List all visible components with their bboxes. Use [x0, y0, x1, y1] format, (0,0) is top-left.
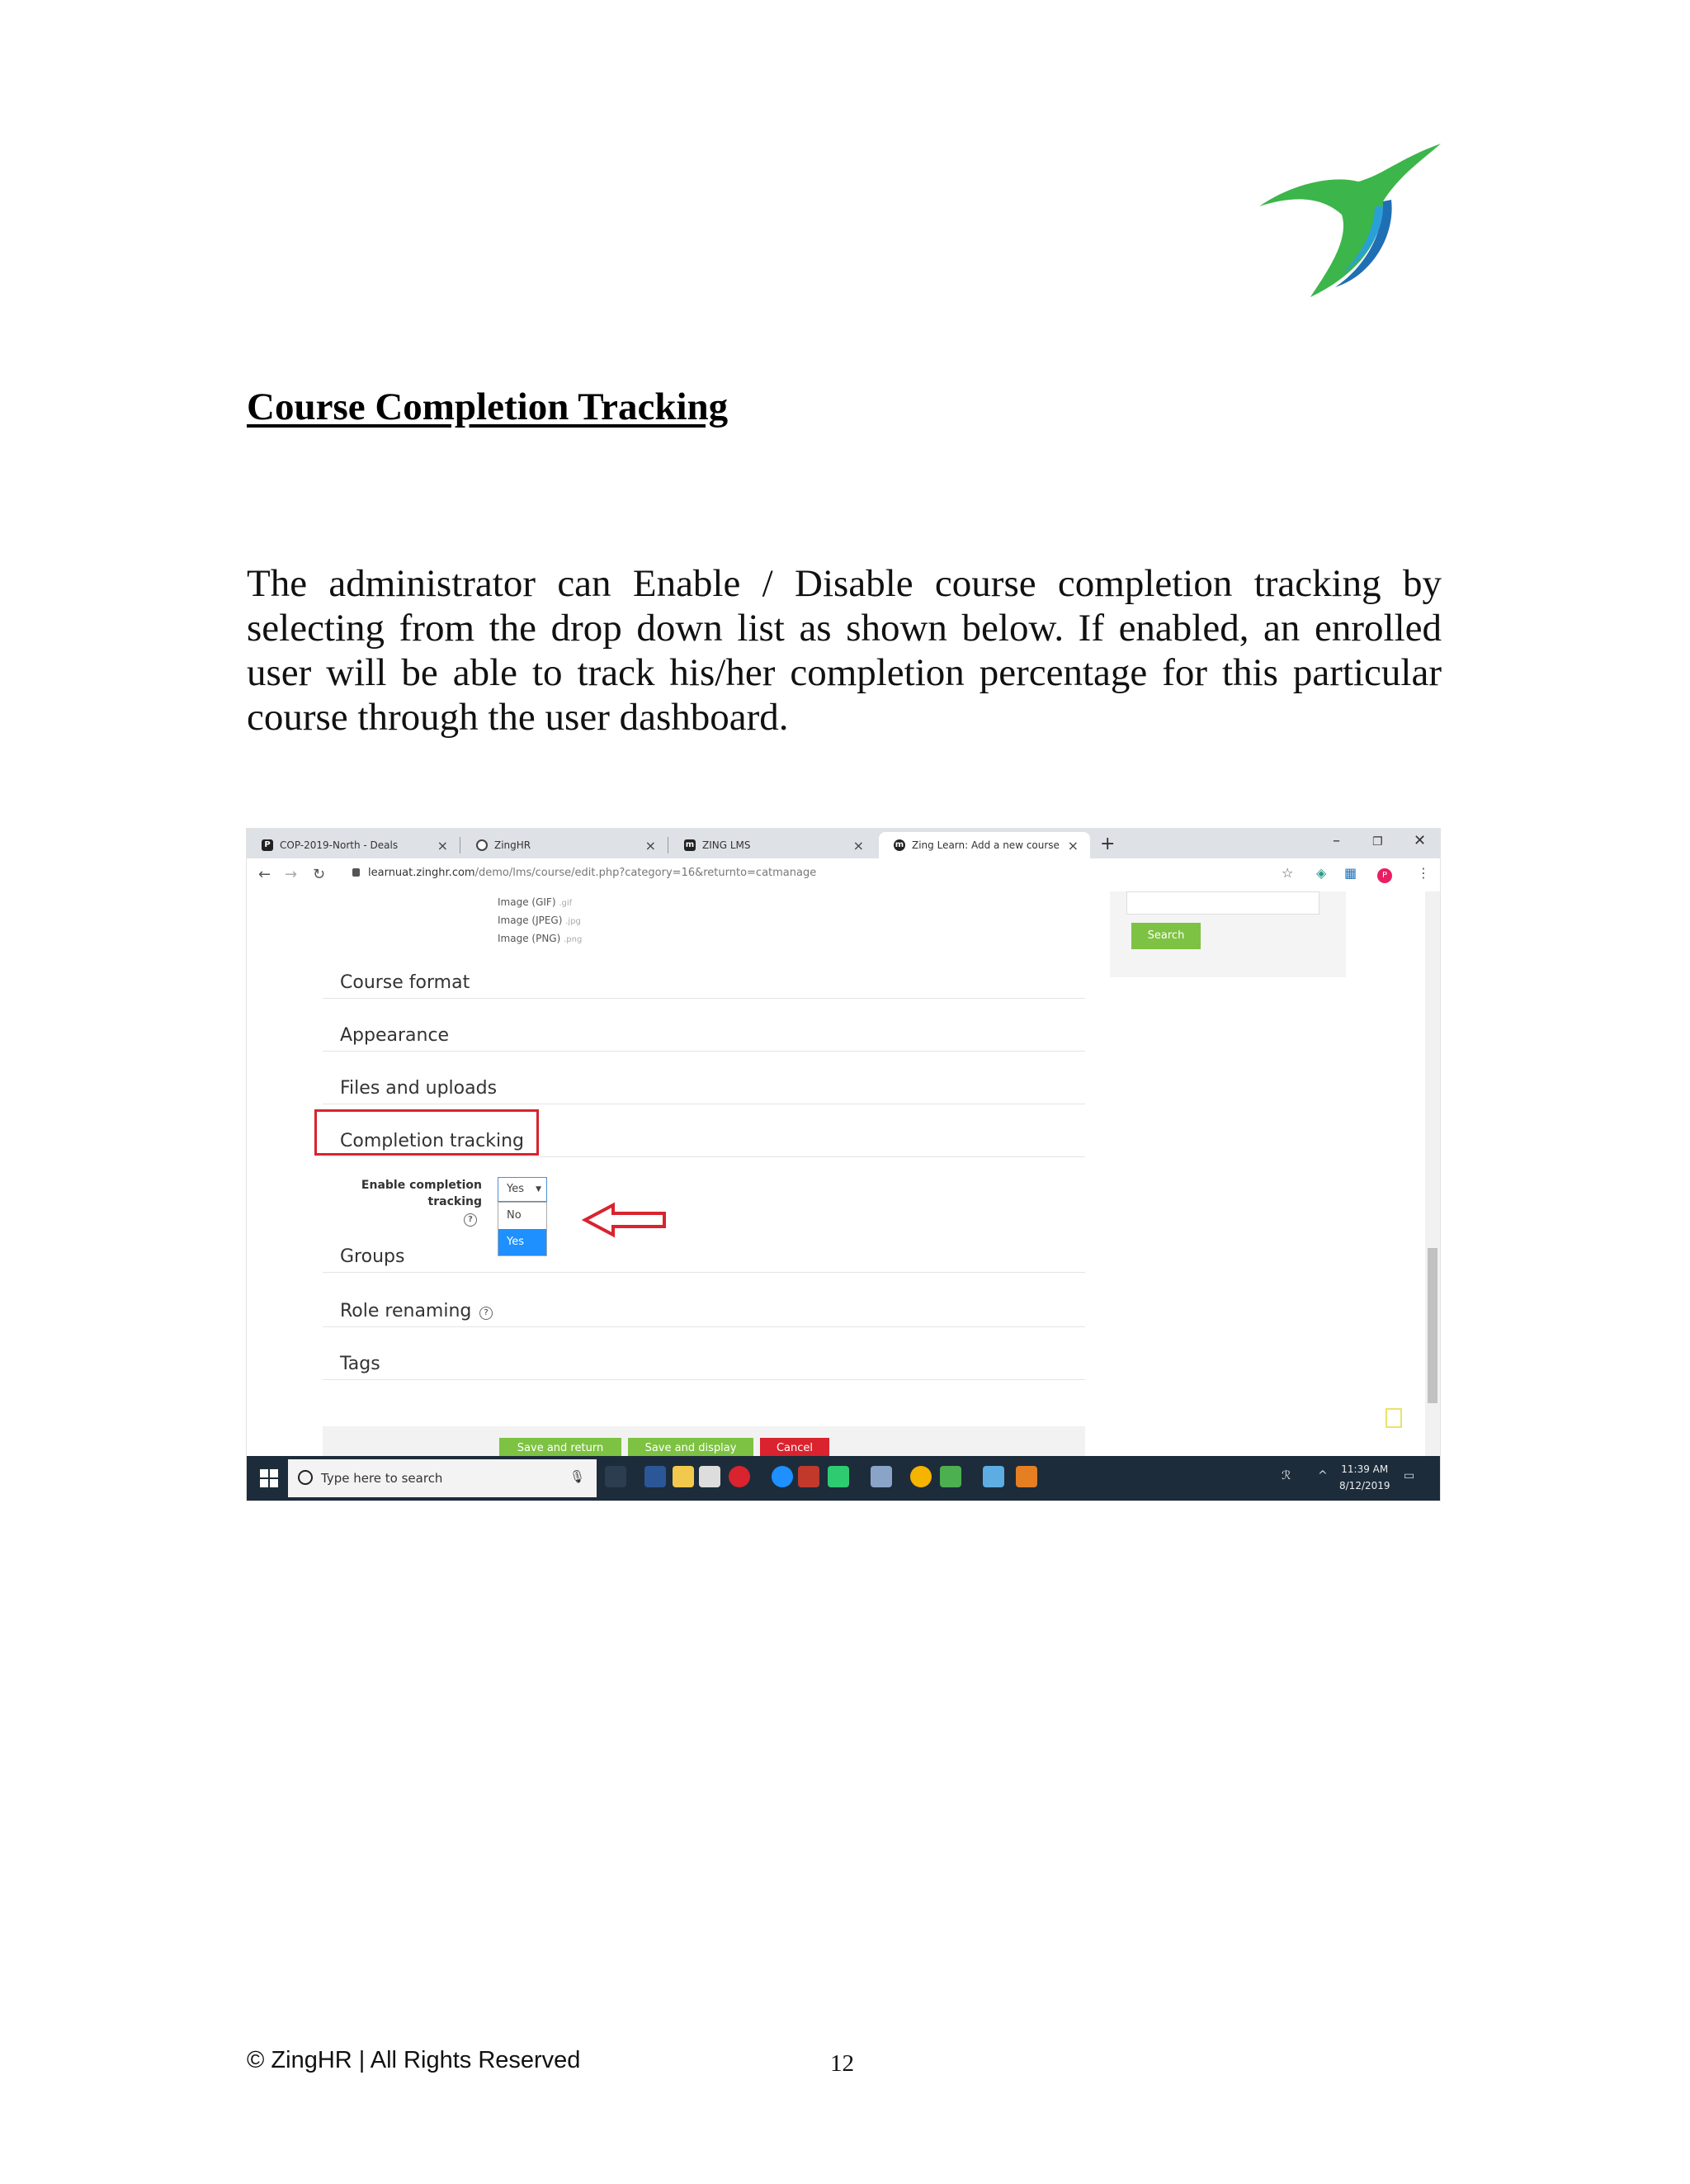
- document-paragraph: The administrator can Enable / Disable course completion tracking by selecting from the drop down list as shown below. If enabled, an enrolled user will be able to track his/her completion percentage for this particular course through the user dashboard.: [247, 562, 1442, 739]
- lock-icon: [352, 868, 360, 877]
- browser-tab-2[interactable]: [461, 832, 668, 858]
- browser-tab-1[interactable]: [247, 832, 460, 858]
- opera-icon[interactable]: [729, 1466, 750, 1487]
- extension-icon-2[interactable]: ▦: [1344, 865, 1357, 881]
- option-no[interactable]: No: [507, 1209, 522, 1222]
- tab-label: ZING LMS: [702, 839, 751, 851]
- option-yes[interactable]: Yes: [498, 1229, 546, 1255]
- window-close-icon[interactable]: ✕: [1414, 832, 1427, 849]
- page-scrollbar[interactable]: [1425, 891, 1440, 1456]
- powerpoint-icon[interactable]: [1016, 1466, 1037, 1487]
- completion-field-label: Enable completion tracking ?: [342, 1177, 482, 1227]
- tab-label: ZingHR: [494, 839, 531, 851]
- cortana-icon: [298, 1470, 313, 1485]
- save-and-display-button[interactable]: Save and display: [628, 1438, 753, 1456]
- bookmark-star-icon[interactable]: ☆: [1282, 865, 1294, 881]
- embedded-screenshot: [247, 829, 1440, 1501]
- m-favicon-icon: m: [685, 840, 695, 849]
- sheets-icon[interactable]: [828, 1466, 849, 1487]
- restore-icon[interactable]: ❐: [1372, 835, 1383, 849]
- url-field[interactable]: [352, 867, 816, 879]
- word-icon[interactable]: [644, 1466, 666, 1487]
- section-course-format[interactable]: Course format: [323, 946, 1085, 999]
- new-tab-icon[interactable]: +: [1100, 834, 1116, 854]
- page-content: [247, 891, 1425, 1456]
- section-groups[interactable]: Groups: [323, 1220, 1085, 1273]
- close-icon[interactable]: ×: [644, 838, 656, 853]
- highlight-box: [314, 1109, 539, 1156]
- footer-copyright: © ZingHR | All Rights Reserved: [247, 2047, 581, 2073]
- file-type-item: Image (GIF) .gif: [498, 896, 573, 908]
- p-favicon-icon: P: [262, 839, 273, 851]
- people-icon[interactable]: ℛ: [1282, 1469, 1291, 1482]
- chevron-down-icon: ▼: [536, 1185, 541, 1194]
- forward-icon[interactable]: →: [285, 866, 298, 883]
- close-icon[interactable]: ×: [437, 838, 448, 853]
- acrobat-icon[interactable]: [798, 1466, 819, 1487]
- outlook-icon[interactable]: [983, 1466, 1004, 1487]
- notepad-icon[interactable]: [871, 1466, 892, 1487]
- help-icon[interactable]: ?: [464, 1213, 477, 1227]
- url-host: learnuat.zinghr.com: [368, 867, 475, 879]
- reload-icon[interactable]: ↻: [313, 866, 326, 883]
- section-tags[interactable]: Tags: [323, 1327, 1085, 1380]
- tab-label: COP-2019-North - Deals: [280, 839, 399, 851]
- file-type-item: Image (JPEG) .jpg: [498, 915, 581, 926]
- file-explorer-icon[interactable]: [673, 1466, 694, 1487]
- taskbar-clock[interactable]: 11:39 AM 8/12/2019: [1339, 1463, 1390, 1491]
- completion-select[interactable]: Yes ▼: [498, 1177, 547, 1202]
- moodle-icon: m: [895, 840, 904, 849]
- section-role-renaming[interactable]: Role renaming ?: [323, 1274, 1085, 1327]
- file-type-item: Image (PNG) .png: [498, 933, 583, 944]
- scrollbar-thumb[interactable]: [1428, 1248, 1437, 1403]
- close-icon[interactable]: ×: [852, 838, 864, 853]
- help-icon[interactable]: ?: [479, 1307, 493, 1320]
- cancel-button[interactable]: Cancel: [760, 1438, 829, 1456]
- edge-icon[interactable]: [772, 1466, 793, 1487]
- store-icon[interactable]: [699, 1466, 720, 1487]
- url-path: /demo/lms/course/edit.php?category=16&returnto=catmanage: [474, 867, 817, 879]
- section-files-uploads[interactable]: Files and uploads: [323, 1052, 1085, 1104]
- page-number: 12: [830, 2050, 854, 2077]
- profile-avatar[interactable]: P: [1377, 868, 1392, 883]
- extension-icon[interactable]: ◈: [1316, 865, 1327, 881]
- save-and-return-button[interactable]: Save and return: [499, 1438, 621, 1456]
- sidebar-search-input[interactable]: [1126, 891, 1319, 915]
- minimize-icon[interactable]: –: [1333, 832, 1340, 849]
- chevron-up-icon[interactable]: ^: [1318, 1469, 1328, 1482]
- browser-tab-4[interactable]: [879, 832, 1090, 858]
- back-icon[interactable]: ←: [258, 866, 271, 883]
- browser-tab-bar: [247, 829, 1440, 858]
- browser-tab-3[interactable]: [669, 832, 876, 858]
- task-view-icon[interactable]: [605, 1466, 626, 1487]
- taskbar-search-input[interactable]: Type here to search 🎙: [288, 1459, 597, 1497]
- menu-dots-icon[interactable]: ⋮: [1417, 865, 1430, 881]
- address-bar: [247, 858, 1440, 892]
- zinghr-logo: [1259, 142, 1441, 299]
- tab-label: Zing Learn: Add a new course: [912, 839, 1060, 851]
- globe-icon: [476, 839, 488, 851]
- search-button[interactable]: Search: [1131, 923, 1201, 949]
- windows-start-icon[interactable]: [260, 1469, 278, 1487]
- chrome-icon[interactable]: [910, 1466, 932, 1487]
- section-appearance[interactable]: Appearance: [323, 999, 1085, 1052]
- close-icon[interactable]: ×: [1067, 838, 1079, 853]
- floating-widget[interactable]: [1386, 1408, 1402, 1428]
- windows-taskbar: [247, 1456, 1440, 1501]
- document-title: Course Completion Tracking: [247, 385, 729, 428]
- sidebar-search-block: [1110, 891, 1346, 977]
- photos-icon[interactable]: [940, 1466, 961, 1487]
- section-completion-tracking[interactable]: Completion tracking: [323, 1104, 1085, 1157]
- microphone-icon[interactable]: 🎙: [569, 1469, 585, 1484]
- notification-icon[interactable]: ▭: [1404, 1469, 1415, 1482]
